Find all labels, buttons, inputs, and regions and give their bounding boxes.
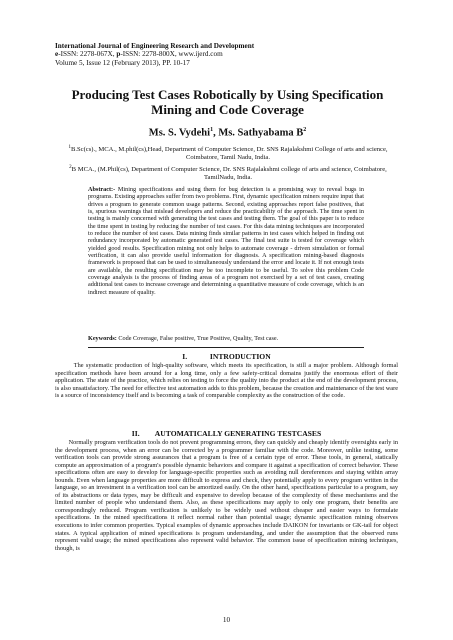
section-body-introduction: The systematic production of high-quality software, which meets its specification, is still a major problem. Although formal specification methods have been around for a long time, only a few safety-critical domains justify the enormous effort of their application. The state of the practice, which relies on testing to force the quality into the product at the end of the development process, is also unsatisfactory. The need for effective test automation adds to this problem, because the creation and maintenance of the test ware is a source of inconsistency itself and is becoming a task of comparable complexity as the construction of the code. (55, 362, 398, 400)
keywords (88, 335, 364, 342)
affiliation-2-sup: 2 (69, 165, 72, 170)
author-line (55, 127, 400, 139)
author-2: Ms. Sathyabama B (218, 127, 304, 139)
journal-name: International Journal of Engineering Research and Development (55, 42, 255, 50)
author-2-sup: 2 (303, 127, 307, 133)
affiliation-1-text: B.Sc(cs)., MCA., M.phil(cs),Head, Department of Computer Science, Dr. SNS Rajalakshmi College of arts and science, Coimbatore, Tamil Nadu, India. (70, 146, 388, 161)
abstract (88, 186, 364, 296)
affiliation-1-sup: 1 (68, 145, 71, 150)
abstract-label: Abstract:- (88, 186, 116, 193)
journal-issn (55, 50, 415, 58)
affiliation-2 (58, 164, 398, 181)
section-body-testcases: Normally program verification tools do not prevent programming errors, they can quickly and cheaply identify oversights early in the development process, when an error can be corrected by a programmer familiar with the code. Moreover, unlike testing, some verification tools can provide strong assurances that a program is free of a certain type of error. These tools, in general, statically compute an approximation of a program's possible dynamic behaviors and compare it against a specification of correct behavior. These specifications often are easy to develop for language-specific properties such as avoiding null dereferences and staying within array bounds. Even when language properties are more difficult to express and check, they potentially apply to every program written in the language, so an investment in a verification tool can be amortized easily. On the other hand, specifications particular to a program, say of its abstractions or data types, may be difficult and expensive to develop because of the complexity of these mechanisms and the limited number of people who understand them. Also, as these specifications may apply to only one program, their benefits are correspondingly reduced. Program verification is unlikely to be widely used without cheaper and easier ways to formulate specifications. In the mined specifications it reflect normal rather than potential usage; dynamic specification mining observes executions to infer common properties. Typical examples of dynamic approaches include DAIKON for invariants or GK-tail for object states. A typical application of mined specifications is program understanding, and under the assumption that the observed runs represent valid usage; the mined specifications also represent valid behavior. The common issue of specification mining techniques, though, is (55, 439, 398, 552)
section-heading-testcases: II. AUTOMATICALLY GENERATING TESTCASES (131, 429, 322, 438)
paper-title: Producing Test Cases Robotically by Using Specification Mining and Code Coverage (71, 87, 384, 117)
section-heading-introduction: I. INTRODUCTION (182, 352, 271, 361)
section-divider (88, 347, 364, 348)
affiliation-2-text: B MCA., (M.Phil(cs), Department of Computer Science, Dr. SNS Rajalakshmi college of arts and science, Coimbatore, TamilNadu, India. (71, 166, 387, 181)
issn-p-label: p (116, 50, 121, 59)
keywords-label: Keywords: (88, 335, 117, 342)
issn-e-text: -ISSN: 2278-067X, (58, 50, 117, 59)
author-1: Ms. S. Vydehi (148, 127, 211, 139)
affiliation-1 (58, 144, 398, 161)
journal-header (55, 42, 415, 67)
abstract-text: Mining specifications and using them for bug detection is a promising way to reveal bugs in programs. Existing approaches suffer from two problems. First, dynamic specification miners require input that drives a program to generate common usage patterns. Second, existing approaches report false positives, that is, spurious warnings that mislead developers and reduce the practicability of the approach. The time spent in testing is mainly concerned with generating the test cases and testing them. The goal of this paper is to reduce the time spent in testing by reducing the number of test cases. For this data mining techniques are incorporated to reduce the number of test cases. Data mining finds similar patterns in test cases which helped in finding out redundancy incorporated by automatic generated test cases. The final test suite is tested for coverage which yielded good results. Specification mining not only helps to automate coverage - driven simulation or formal verification, it can also provide useful information for diagnosis. A specification mining-based diagnosis framework is proposed that can be used to simultaneously understand the error and locate it. If not enough tests are available, the resulting specification may be too incomplete to be useful. To solve this problem Code coverage analysis is the process of finding areas of a program not exercised by a set of test cases, creating additional test cases to increase coverage and determining a quantitative measure of code coverage, which is an indirect measure of quality. (88, 186, 364, 296)
issn-p-text: -ISSN: 2278-800X, www.ijerd.com (120, 50, 223, 59)
journal-volume: Volume 5, Issue 12 (February 2013), PP. 10-17 (55, 58, 190, 67)
author-separator: , (213, 127, 219, 139)
page-number: 10 (222, 616, 231, 624)
issn-e-label: e (55, 50, 59, 59)
keywords-text: Code Coverage, False positive, True Positive, Quality, Test case. (116, 335, 279, 342)
author-1-sup: 1 (210, 127, 214, 133)
